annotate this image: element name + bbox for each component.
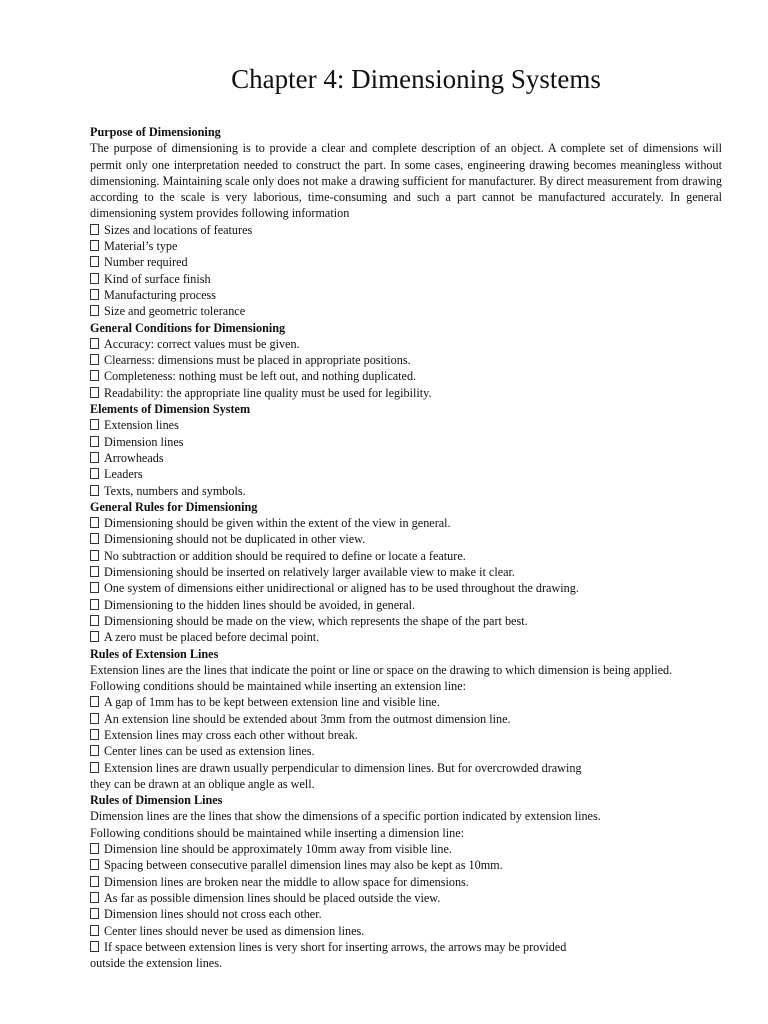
list-item <box>90 711 722 727</box>
bullet-list <box>90 336 722 401</box>
list-item <box>90 629 722 645</box>
chapter-title: Chapter 4: Dimensioning Systems <box>231 64 601 94</box>
list-item <box>90 694 722 710</box>
section-dimension-lines <box>90 792 722 971</box>
bullet-box-icon <box>90 240 99 251</box>
bullet-box-icon <box>90 370 99 381</box>
bullet-box-icon <box>90 696 99 707</box>
bullet-box-icon <box>90 485 99 496</box>
list-item <box>90 515 722 531</box>
list-item <box>90 368 722 384</box>
list-item-text: Dimensioning to the hidden lines should be avoided, in general. <box>104 597 416 612</box>
list-item-text: Dimension lines <box>104 434 184 449</box>
list-item-text: Center lines can be used as extension lines. <box>104 744 315 759</box>
list-item-text: As far as possible dimension lines should be placed outside the view. <box>104 890 441 905</box>
bullet-box-icon <box>90 925 99 936</box>
section-heading: General Rules for Dimensioning <box>90 499 258 514</box>
bullet-box-icon <box>90 876 99 887</box>
bullet-box-icon <box>90 419 99 430</box>
bullet-box-icon <box>90 762 99 773</box>
list-item-text: Extension lines may cross each other without break. <box>104 727 358 742</box>
continuation-line: they can be drawn at an oblique angle as well. <box>90 776 315 791</box>
list-item <box>90 580 722 596</box>
list-item-text: One system of dimensions either unidirectional or aligned has to be used throughout the drawing. <box>104 581 579 596</box>
intro-line: Extension lines are the lines that indicate the point or line or space on the drawing to which dimension is being applied. <box>90 662 673 677</box>
section-heading: Elements of Dimension System <box>90 402 251 417</box>
intro-line: Following conditions should be maintained while inserting a dimension line: <box>90 825 465 840</box>
bullet-box-icon <box>90 843 99 854</box>
list-item <box>90 548 722 564</box>
bullet-box-icon <box>90 533 99 544</box>
section-heading: Rules of Extension Lines <box>90 646 219 661</box>
section-general-conditions <box>90 320 722 401</box>
list-item <box>90 417 722 433</box>
bullet-box-icon <box>90 452 99 463</box>
list-item-text: Dimension lines should not cross each other. <box>104 907 322 922</box>
list-item-text: Material’s type <box>104 239 178 254</box>
section-heading: Rules of Dimension Lines <box>90 793 223 808</box>
list-item-text: Manufacturing process <box>104 287 217 302</box>
section-heading: Purpose of Dimensioning <box>90 125 221 139</box>
bullet-box-icon <box>90 517 99 528</box>
list-item-text: Extension lines are drawn usually perpendicular to dimension lines. But for overcrowded drawing <box>104 760 582 775</box>
section-general-rules <box>90 499 722 646</box>
list-item <box>90 939 722 955</box>
list-item <box>90 450 722 466</box>
bullet-list <box>90 841 722 955</box>
list-item <box>90 254 722 270</box>
list-item-text: Kind of surface finish <box>104 271 211 286</box>
list-item-text: Center lines should never be used as dimension lines. <box>104 923 365 938</box>
bullet-list <box>90 417 722 498</box>
bullet-box-icon <box>90 745 99 756</box>
list-item-text: Accuracy: correct values must be given. <box>104 336 300 351</box>
bullet-box-icon <box>90 566 99 577</box>
list-item <box>90 841 722 857</box>
list-item <box>90 303 722 319</box>
bullet-list <box>90 694 722 775</box>
list-item <box>90 238 722 254</box>
bullet-box-icon <box>90 224 99 235</box>
list-item <box>90 727 722 743</box>
bullet-box-icon <box>90 338 99 349</box>
bullet-box-icon <box>90 468 99 479</box>
list-item-text: Dimensioning should be made on the view, which represents the shape of the part best. <box>104 613 528 628</box>
bullet-box-icon <box>90 892 99 903</box>
bullet-box-icon <box>90 387 99 398</box>
list-item <box>90 890 722 906</box>
bullet-box-icon <box>90 289 99 300</box>
list-item <box>90 597 722 613</box>
list-item-text: Clearness: dimensions must be placed in appropriate positions. <box>104 353 411 368</box>
list-item <box>90 760 722 776</box>
section-extension-lines <box>90 646 722 793</box>
bullet-box-icon <box>90 729 99 740</box>
list-item <box>90 874 722 890</box>
bullet-box-icon <box>90 305 99 316</box>
list-item-text: No subtraction or addition should be required to define or locate a feature. <box>104 548 466 563</box>
section-elements <box>90 401 722 499</box>
list-item-text: Texts, numbers and symbols. <box>104 483 246 498</box>
list-item <box>90 222 722 238</box>
list-item <box>90 531 722 547</box>
list-item-text: Dimension lines are broken near the middle to allow space for dimensions. <box>104 874 469 889</box>
section-paragraph: The purpose of dimensioning is to provide a clear and complete description of an object. A complete set of dimensions will permit only one interpretation needed to construct the part. In some cases, engineering drawing becomes meaningless without dimensioning. Maintaining scale only does not make a drawing sufficient for manufacturer. By direct measurement from drawing according to the scale is very laborious, time-consuming and such a part cannot be manufactured accurately. In general dimensioning system provides following information <box>90 141 722 221</box>
list-item-text: Extension lines <box>104 418 179 433</box>
section-purpose <box>90 124 722 320</box>
intro-line: Dimension lines are the lines that show the dimensions of a specific portion indicated by extension lines. <box>90 809 601 824</box>
bullet-list <box>90 222 722 320</box>
list-item-text: Completeness: nothing must be left out, and nothing duplicated. <box>104 369 417 384</box>
list-item <box>90 483 722 499</box>
bullet-box-icon <box>90 908 99 919</box>
bullet-box-icon <box>90 550 99 561</box>
bullet-box-icon <box>90 599 99 610</box>
list-item-text: Number required <box>104 255 188 270</box>
list-item-text: Dimension line should be approximately 10mm away from visible line. <box>104 842 452 857</box>
section-heading: General Conditions for Dimensioning <box>90 320 286 335</box>
list-item <box>90 613 722 629</box>
list-item <box>90 352 722 368</box>
bullet-box-icon <box>90 941 99 952</box>
list-item-text: An extension line should be extended about 3mm from the outmost dimension line. <box>104 711 511 726</box>
list-item-text: Spacing between consecutive parallel dimension lines may also be kept as 10mm. <box>104 858 503 873</box>
bullet-box-icon <box>90 859 99 870</box>
list-item <box>90 857 722 873</box>
list-item <box>90 923 722 939</box>
bullet-box-icon <box>90 615 99 626</box>
bullet-box-icon <box>90 436 99 447</box>
bullet-box-icon <box>90 713 99 724</box>
list-item-text: A gap of 1mm has to be kept between extension line and visible line. <box>104 695 440 710</box>
list-item-text: If space between extension lines is very short for inserting arrows, the arrows may be provided <box>104 939 567 954</box>
list-item <box>90 271 722 287</box>
list-item <box>90 743 722 759</box>
list-item-text: Leaders <box>104 467 143 482</box>
list-item-text: Sizes and locations of features <box>104 222 253 237</box>
list-item <box>90 434 722 450</box>
list-item-text: Readability: the appropriate line quality must be used for legibility. <box>104 385 432 400</box>
list-item <box>90 287 722 303</box>
list-item <box>90 466 722 482</box>
intro-line: Following conditions should be maintained while inserting an extension line: <box>90 679 467 694</box>
bullet-box-icon <box>90 256 99 267</box>
list-item-text: Dimensioning should be given within the extent of the view in general. <box>104 516 451 531</box>
list-item-text: Dimensioning should not be duplicated in other view. <box>104 532 366 547</box>
bullet-box-icon <box>90 631 99 642</box>
document-page <box>90 62 722 971</box>
continuation-line: outside the extension lines. <box>90 956 223 971</box>
bullet-box-icon <box>90 582 99 593</box>
list-item-text: A zero must be placed before decimal point. <box>104 630 320 645</box>
bullet-list <box>90 515 722 645</box>
list-item <box>90 336 722 352</box>
list-item-text: Dimensioning should be inserted on relatively larger available view to make it clear. <box>104 565 515 580</box>
list-item-text: Arrowheads <box>104 450 164 465</box>
bullet-box-icon <box>90 273 99 284</box>
list-item <box>90 385 722 401</box>
list-item-text: Size and geometric tolerance <box>104 304 246 319</box>
list-item <box>90 564 722 580</box>
list-item <box>90 906 722 922</box>
bullet-box-icon <box>90 354 99 365</box>
